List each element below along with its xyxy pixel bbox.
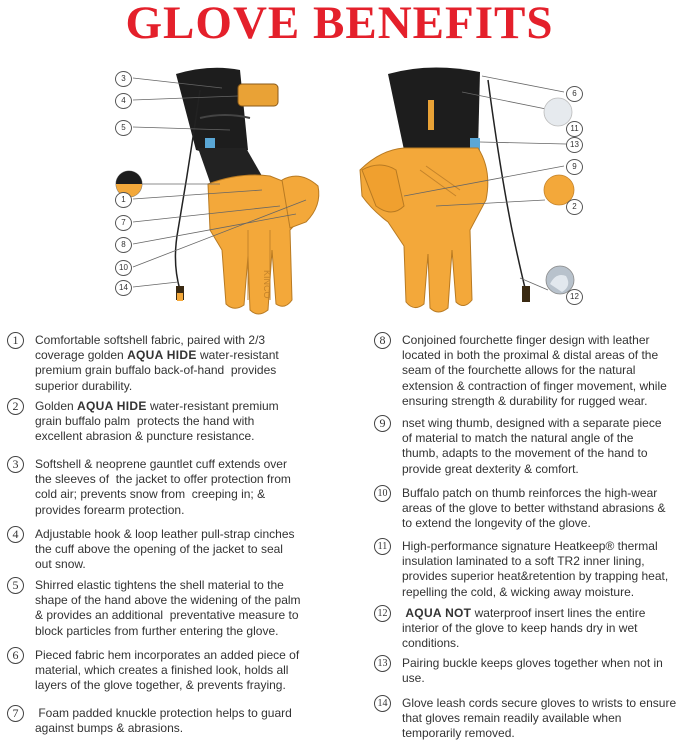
callout-14: 14: [115, 280, 132, 296]
benefit-number: 4: [7, 526, 24, 543]
callout-5: 5: [115, 120, 132, 136]
benefit-number: 9: [374, 415, 391, 432]
right-glove-illustration: [360, 67, 530, 312]
benefit-text: Foam padded knuckle protection helps to guard against bumps & abrasions.: [35, 706, 292, 736]
benefit-number: 13: [374, 655, 391, 672]
benefit-number: 10: [374, 485, 391, 502]
benefit-number: 2: [7, 398, 24, 415]
callout-13: 13: [566, 137, 583, 153]
benefit-number: 3: [7, 456, 24, 473]
benefit-text: Glove leash cords secure gloves to wrists to ensure that gloves remain readily available when temporarily removed.: [402, 696, 677, 741]
callout-3: 3: [115, 71, 132, 87]
benefit-text: Conjoined fourchette finger design with leather located in both the proximal & distal areas of the seam of the fourchette allows for the natural extension & contraction of finger movement, while ensuring strength & durability for rugged wear.: [402, 333, 667, 408]
callout-2: 2: [566, 199, 583, 215]
callout-4: 4: [115, 93, 132, 109]
callout-1: 1: [115, 192, 132, 208]
benefit-text: Pieced fabric hem incorporates an added piece of material, which creates a finished look, holds all layers of the glove together, & prevents fraying.: [35, 648, 300, 693]
benefit-number: 5: [7, 577, 24, 594]
callout-7: 7: [115, 215, 132, 231]
benefit-number: 6: [7, 647, 24, 664]
benefit-number: 12: [374, 605, 391, 622]
benefit-number: 11: [374, 538, 391, 555]
benefit-text: AQUA NOT waterproof insert lines the entire interior of the glove to keep hands dry in wet conditions.: [402, 606, 646, 651]
benefit-text: Softshell & neoprene gauntlet cuff extends over the sleeves of the jacket to offer protection from cold air; prevents snow from creeping in; & provides forearm protection.: [35, 457, 291, 517]
benefit-number: 1: [7, 332, 24, 349]
callout-12: 12: [566, 289, 583, 305]
callout-6: 6: [566, 86, 583, 102]
brand-mark: KINCO: [262, 270, 272, 299]
benefit-text: Comfortable softshell fabric, paired with 2/3 coverage golden AQUA HIDE water-resistant premium grain buffalo back-of-hand provides superior durability.: [35, 333, 279, 393]
callout-8: 8: [115, 237, 132, 253]
benefit-text: Pairing buckle keeps gloves together when not in use.: [402, 656, 663, 686]
callout-11: 11: [566, 121, 583, 137]
callout-9: 9: [566, 159, 583, 175]
callout-10: 10: [115, 260, 132, 276]
benefit-text: Buffalo patch on thumb reinforces the high-wear areas of the glove to better withstand abrasions & to extend the longevity of the glove.: [402, 486, 666, 531]
benefit-text: Shirred elastic tightens the shell material to the shape of the hand above the widening of the palm & provides an additional preventative measure to block particles from further entering the glove.: [35, 578, 301, 638]
benefit-number: 8: [374, 332, 391, 349]
benefit-text: Adjustable hook & loop leather pull-strap cinches the cuff above the opening of the jacket to seal out snow.: [35, 527, 295, 572]
benefit-text: nset wing thumb, designed with a separate piece of material to match the natural angle of the thumb, adapts to the movement of the hand to provide great dexterity & comfort.: [402, 416, 662, 476]
insulation-swatch: [544, 98, 572, 126]
benefit-text: High-performance signature Heatkeep® thermal insulation laminated to a soft TR2 inner lining, provides superior heat&retention by trapping heat, repelling the cold, & wicking away moisture.: [402, 539, 669, 599]
benefit-number: 14: [374, 695, 391, 712]
benefit-number: 7: [7, 705, 24, 722]
benefit-text: Golden AQUA HIDE water-resistant premium grain buffalo palm protects the hand with excellent abrasion & puncture resistance.: [35, 399, 279, 444]
page-title: GLOVE BENEFITS: [125, 0, 554, 49]
